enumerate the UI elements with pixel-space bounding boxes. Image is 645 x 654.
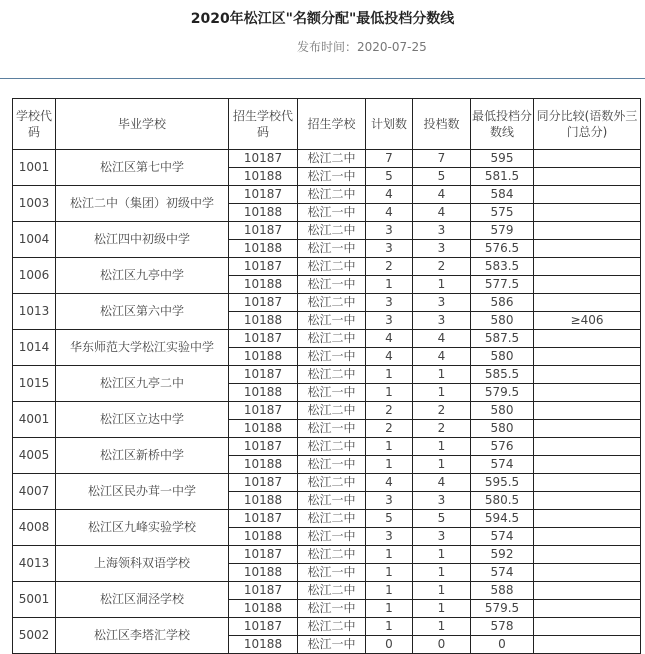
admit-count-cell: 1 <box>413 546 471 564</box>
admit-count-cell: 3 <box>413 492 471 510</box>
tie-break-cell <box>534 600 641 618</box>
enroll-school-code-cell: 10188 <box>229 492 298 510</box>
plan-count-cell: 4 <box>366 330 413 348</box>
table-row <box>13 618 641 636</box>
tie-break-cell <box>534 456 641 474</box>
plan-count-cell: 3 <box>366 492 413 510</box>
tie-break-cell <box>534 330 641 348</box>
graduating-school-cell: 松江区九亭中学 <box>56 258 229 294</box>
plan-count-cell: 7 <box>366 150 413 168</box>
table-row <box>13 438 641 456</box>
plan-count-cell: 0 <box>366 636 413 654</box>
admit-count-cell: 7 <box>413 150 471 168</box>
admit-count-cell: 1 <box>413 384 471 402</box>
tie-break-cell <box>534 294 641 312</box>
tie-break-cell <box>534 618 641 636</box>
min-score-cell: 583.5 <box>471 258 534 276</box>
enroll-school-code-cell: 10188 <box>229 204 298 222</box>
admit-count-cell: 4 <box>413 348 471 366</box>
enroll-school-code-cell: 10187 <box>229 366 298 384</box>
admit-count-cell: 1 <box>413 582 471 600</box>
admit-count-cell: 4 <box>413 186 471 204</box>
min-score-cell: 580 <box>471 402 534 420</box>
enroll-school-code-cell: 10188 <box>229 276 298 294</box>
min-score-cell: 574 <box>471 564 534 582</box>
enroll-school-code-cell: 10187 <box>229 438 298 456</box>
enroll-school-cell: 松江一中 <box>298 492 366 510</box>
tie-break-cell <box>534 222 641 240</box>
admit-count-cell: 2 <box>413 420 471 438</box>
graduating-school-cell: 松江区民办茸一中学 <box>56 474 229 510</box>
graduating-school-cell: 松江区九峰实验学校 <box>56 510 229 546</box>
min-score-cell: 585.5 <box>471 366 534 384</box>
min-score-cell: 580 <box>471 420 534 438</box>
enroll-school-cell: 松江一中 <box>298 312 366 330</box>
enroll-school-cell: 松江一中 <box>298 384 366 402</box>
enroll-school-code-cell: 10187 <box>229 582 298 600</box>
tie-break-cell <box>534 276 641 294</box>
header-school-code: 学校代码 <box>13 99 56 150</box>
enroll-school-code-cell: 10188 <box>229 636 298 654</box>
publish-date: 发布时间：2020-07-25 <box>297 40 427 54</box>
table-row <box>13 582 641 600</box>
table-header-row <box>13 99 641 150</box>
plan-count-cell: 4 <box>366 204 413 222</box>
enroll-school-cell: 松江一中 <box>298 420 366 438</box>
enroll-school-code-cell: 10188 <box>229 600 298 618</box>
page-title: 2020年松江区"名额分配"最低投档分数线 <box>190 11 455 27</box>
tie-break-cell <box>534 186 641 204</box>
divider <box>0 78 645 79</box>
graduating-school-cell: 松江区洞泾学校 <box>56 582 229 618</box>
enroll-school-cell: 松江一中 <box>298 564 366 582</box>
tie-break-cell <box>534 150 641 168</box>
min-score-cell: 587.5 <box>471 330 534 348</box>
plan-count-cell: 1 <box>366 276 413 294</box>
tie-break-cell: ≥406 <box>534 312 641 330</box>
plan-count-cell: 1 <box>366 618 413 636</box>
admit-count-cell: 4 <box>413 204 471 222</box>
enroll-school-code-cell: 10188 <box>229 312 298 330</box>
enroll-school-code-cell: 10187 <box>229 294 298 312</box>
table-row <box>13 402 641 420</box>
enroll-school-code-cell: 10187 <box>229 474 298 492</box>
plan-count-cell: 1 <box>366 546 413 564</box>
school-code-cell: 1001 <box>13 150 56 186</box>
admit-count-cell: 2 <box>413 258 471 276</box>
plan-count-cell: 3 <box>366 312 413 330</box>
tie-break-cell <box>534 258 641 276</box>
school-code-cell: 4005 <box>13 438 56 474</box>
plan-count-cell: 4 <box>366 474 413 492</box>
enroll-school-cell: 松江一中 <box>298 204 366 222</box>
enroll-school-code-cell: 10187 <box>229 330 298 348</box>
school-code-cell: 1004 <box>13 222 56 258</box>
admit-count-cell: 1 <box>413 618 471 636</box>
graduating-school-cell: 松江区李塔汇学校 <box>56 618 229 654</box>
enroll-school-cell: 松江二中 <box>298 186 366 204</box>
enroll-school-cell: 松江一中 <box>298 456 366 474</box>
min-score-cell: 574 <box>471 528 534 546</box>
table-row <box>13 222 641 240</box>
plan-count-cell: 2 <box>366 420 413 438</box>
school-code-cell: 4007 <box>13 474 56 510</box>
plan-count-cell: 3 <box>366 222 413 240</box>
school-code-cell: 4013 <box>13 546 56 582</box>
tie-break-cell <box>534 510 641 528</box>
min-score-cell: 0 <box>471 636 534 654</box>
school-code-cell: 5002 <box>13 618 56 654</box>
min-score-cell: 588 <box>471 582 534 600</box>
plan-count-cell: 4 <box>366 186 413 204</box>
min-score-cell: 594.5 <box>471 510 534 528</box>
plan-count-cell: 1 <box>366 600 413 618</box>
enroll-school-code-cell: 10187 <box>229 150 298 168</box>
plan-count-cell: 4 <box>366 348 413 366</box>
enroll-school-cell: 松江二中 <box>298 618 366 636</box>
admit-count-cell: 1 <box>413 366 471 384</box>
admit-count-cell: 3 <box>413 312 471 330</box>
plan-count-cell: 2 <box>366 258 413 276</box>
min-score-cell: 584 <box>471 186 534 204</box>
tie-break-cell <box>534 168 641 186</box>
table-row <box>13 294 641 312</box>
header-graduating-school: 毕业学校 <box>56 99 229 150</box>
enroll-school-code-cell: 10187 <box>229 546 298 564</box>
enroll-school-cell: 松江一中 <box>298 168 366 186</box>
admit-count-cell: 1 <box>413 456 471 474</box>
tie-break-cell <box>534 366 641 384</box>
plan-count-cell: 1 <box>366 384 413 402</box>
enroll-school-cell: 松江二中 <box>298 582 366 600</box>
plan-count-cell: 5 <box>366 168 413 186</box>
enroll-school-code-cell: 10188 <box>229 564 298 582</box>
enroll-school-cell: 松江二中 <box>298 150 366 168</box>
table-row <box>13 474 641 492</box>
min-score-cell: 576.5 <box>471 240 534 258</box>
school-code-cell: 1015 <box>13 366 56 402</box>
enroll-school-cell: 松江二中 <box>298 366 366 384</box>
enroll-school-code-cell: 10187 <box>229 402 298 420</box>
min-score-cell: 579.5 <box>471 600 534 618</box>
tie-break-cell <box>534 582 641 600</box>
admit-count-cell: 4 <box>413 474 471 492</box>
graduating-school-cell: 松江区第七中学 <box>56 150 229 186</box>
header-plan-count: 计划数 <box>366 99 413 150</box>
enroll-school-code-cell: 10188 <box>229 168 298 186</box>
plan-count-cell: 3 <box>366 240 413 258</box>
graduating-school-cell: 华东师范大学松江实验中学 <box>56 330 229 366</box>
plan-count-cell: 2 <box>366 402 413 420</box>
school-code-cell: 1013 <box>13 294 56 330</box>
header-enroll-school: 招生学校 <box>298 99 366 150</box>
table-row <box>13 258 641 276</box>
header-min-score: 最低投档分数线 <box>471 99 534 150</box>
plan-count-cell: 3 <box>366 294 413 312</box>
min-score-cell: 595 <box>471 150 534 168</box>
enroll-school-code-cell: 10188 <box>229 384 298 402</box>
enroll-school-cell: 松江二中 <box>298 294 366 312</box>
enroll-school-cell: 松江二中 <box>298 546 366 564</box>
tie-break-cell <box>534 348 641 366</box>
enroll-school-cell: 松江二中 <box>298 510 366 528</box>
table-row <box>13 366 641 384</box>
min-score-cell: 576 <box>471 438 534 456</box>
admit-count-cell: 2 <box>413 402 471 420</box>
table-row <box>13 546 641 564</box>
tie-break-cell <box>534 438 641 456</box>
table-row <box>13 150 641 168</box>
admit-count-cell: 4 <box>413 330 471 348</box>
plan-count-cell: 1 <box>366 582 413 600</box>
tie-break-cell <box>534 636 641 654</box>
graduating-school-cell: 松江二中（集团）初级中学 <box>56 186 229 222</box>
admit-count-cell: 3 <box>413 294 471 312</box>
enroll-school-cell: 松江一中 <box>298 276 366 294</box>
min-score-cell: 580 <box>471 312 534 330</box>
enroll-school-cell: 松江一中 <box>298 528 366 546</box>
enroll-school-code-cell: 10188 <box>229 240 298 258</box>
tie-break-cell <box>534 492 641 510</box>
school-code-cell: 1003 <box>13 186 56 222</box>
enroll-school-code-cell: 10188 <box>229 348 298 366</box>
enroll-school-cell: 松江一中 <box>298 240 366 258</box>
graduating-school-cell: 松江区新桥中学 <box>56 438 229 474</box>
enroll-school-code-cell: 10187 <box>229 186 298 204</box>
min-score-cell: 574 <box>471 456 534 474</box>
enroll-school-cell: 松江二中 <box>298 438 366 456</box>
enroll-school-code-cell: 10187 <box>229 222 298 240</box>
enroll-school-code-cell: 10187 <box>229 510 298 528</box>
school-code-cell: 4008 <box>13 510 56 546</box>
score-table <box>12 98 641 654</box>
tie-break-cell <box>534 474 641 492</box>
plan-count-cell: 1 <box>366 366 413 384</box>
min-score-cell: 579 <box>471 222 534 240</box>
admit-count-cell: 1 <box>413 600 471 618</box>
min-score-cell: 592 <box>471 546 534 564</box>
school-code-cell: 1014 <box>13 330 56 366</box>
plan-count-cell: 5 <box>366 510 413 528</box>
admit-count-cell: 0 <box>413 636 471 654</box>
admit-count-cell: 3 <box>413 222 471 240</box>
enroll-school-code-cell: 10187 <box>229 618 298 636</box>
enroll-school-cell: 松江二中 <box>298 222 366 240</box>
enroll-school-cell: 松江二中 <box>298 258 366 276</box>
plan-count-cell: 3 <box>366 528 413 546</box>
tie-break-cell <box>534 564 641 582</box>
enroll-school-code-cell: 10187 <box>229 258 298 276</box>
admit-count-cell: 5 <box>413 168 471 186</box>
tie-break-cell <box>534 528 641 546</box>
enroll-school-cell: 松江二中 <box>298 330 366 348</box>
tie-break-cell <box>534 402 641 420</box>
min-score-cell: 580.5 <box>471 492 534 510</box>
enroll-school-cell: 松江一中 <box>298 348 366 366</box>
graduating-school-cell: 松江四中初级中学 <box>56 222 229 258</box>
min-score-cell: 575 <box>471 204 534 222</box>
min-score-cell: 595.5 <box>471 474 534 492</box>
school-code-cell: 1006 <box>13 258 56 294</box>
min-score-cell: 577.5 <box>471 276 534 294</box>
admit-count-cell: 3 <box>413 528 471 546</box>
graduating-school-cell: 松江区立达中学 <box>56 402 229 438</box>
enroll-school-cell: 松江二中 <box>298 474 366 492</box>
table-row <box>13 330 641 348</box>
tie-break-cell <box>534 420 641 438</box>
plan-count-cell: 1 <box>366 438 413 456</box>
min-score-cell: 579.5 <box>471 384 534 402</box>
tie-break-cell <box>534 384 641 402</box>
enroll-school-cell: 松江一中 <box>298 600 366 618</box>
enroll-school-code-cell: 10188 <box>229 528 298 546</box>
min-score-cell: 578 <box>471 618 534 636</box>
header-tie-break: 同分比较(语数外三门总分) <box>534 99 641 150</box>
table-row <box>13 186 641 204</box>
table-row <box>13 510 641 528</box>
min-score-cell: 580 <box>471 348 534 366</box>
graduating-school-cell: 松江区第六中学 <box>56 294 229 330</box>
school-code-cell: 4001 <box>13 402 56 438</box>
tie-break-cell <box>534 240 641 258</box>
min-score-cell: 581.5 <box>471 168 534 186</box>
tie-break-cell <box>534 204 641 222</box>
min-score-cell: 586 <box>471 294 534 312</box>
header-enroll-school-code: 招生学校代码 <box>229 99 298 150</box>
graduating-school-cell: 上海领科双语学校 <box>56 546 229 582</box>
enroll-school-cell: 松江二中 <box>298 402 366 420</box>
plan-count-cell: 1 <box>366 456 413 474</box>
school-code-cell: 5001 <box>13 582 56 618</box>
admit-count-cell: 1 <box>413 438 471 456</box>
enroll-school-code-cell: 10188 <box>229 456 298 474</box>
header-admit-count: 投档数 <box>413 99 471 150</box>
admit-count-cell: 1 <box>413 276 471 294</box>
tie-break-cell <box>534 546 641 564</box>
admit-count-cell: 5 <box>413 510 471 528</box>
admit-count-cell: 1 <box>413 564 471 582</box>
plan-count-cell: 1 <box>366 564 413 582</box>
graduating-school-cell: 松江区九亭二中 <box>56 366 229 402</box>
enroll-school-cell: 松江一中 <box>298 636 366 654</box>
admit-count-cell: 3 <box>413 240 471 258</box>
enroll-school-code-cell: 10188 <box>229 420 298 438</box>
